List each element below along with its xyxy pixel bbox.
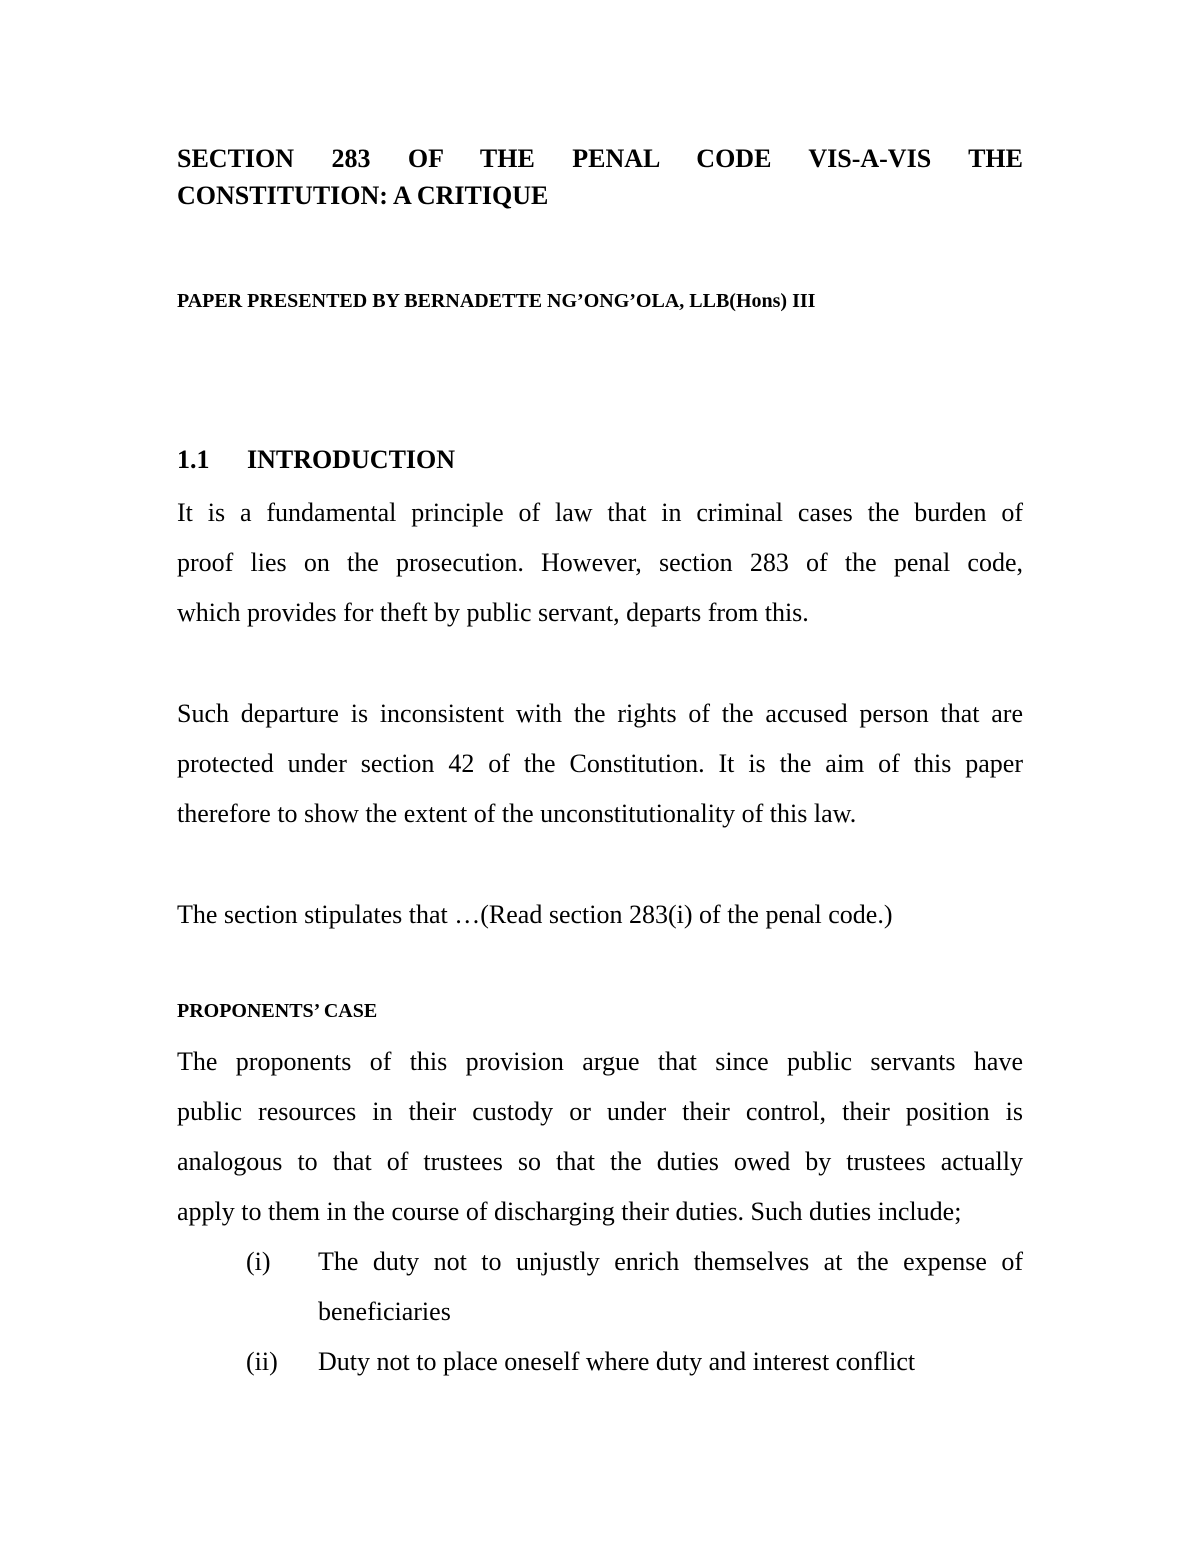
list-marker: (i) [246, 1247, 271, 1276]
paragraph-line: It is a fundamental principle of law that in criminal cases the burden of [177, 498, 1023, 527]
paragraph-line: proof lies on the prosecution. However, section 283 of the penal code, [177, 548, 1023, 577]
list-item-text [318, 1237, 1023, 1337]
title-line-1: SECTION 283 OF THE PENAL CODE VIS-A-VIS THE [177, 144, 1023, 173]
paragraph-intro-3 [177, 890, 1023, 940]
list-item-line: The duty not to unjustly enrich themselves at the expense of [318, 1247, 1023, 1276]
section-number: 1.1 [177, 445, 210, 474]
author-byline: PAPER PRESENTED BY BERNADETTE NG’ONG’OLA, LLB(Hons) III [177, 290, 816, 312]
paragraph-intro-2 [177, 689, 1023, 839]
paragraph-proponents [177, 1037, 1023, 1237]
section-title: INTRODUCTION [247, 445, 456, 474]
list-item [177, 1237, 1023, 1337]
paragraph-line: apply to them in the course of discharging their duties. Such duties include; [177, 1197, 962, 1226]
duties-list [177, 1237, 1023, 1387]
proponents-case-heading: PROPONENTS’ CASE [177, 1000, 378, 1022]
list-item-text [318, 1337, 1023, 1387]
document-title [177, 140, 1023, 214]
paragraph-line: therefore to show the extent of the unconstitutionality of this law. [177, 799, 857, 828]
list-marker: (ii) [246, 1347, 278, 1376]
list-item-line: Duty not to place oneself where duty and interest conflict [318, 1347, 916, 1376]
paragraph-line: The proponents of this provision argue that since public servants have [177, 1047, 1023, 1076]
paragraph-line: public resources in their custody or under their control, their position is [177, 1097, 1023, 1126]
paragraph-intro-1 [177, 488, 1023, 638]
paragraph-line: The section stipulates that …(Read section 283(i) of the penal code.) [177, 900, 893, 929]
list-item-line: beneficiaries [318, 1297, 451, 1326]
paragraph-line: protected under section 42 of the Constitution. It is the aim of this paper [177, 749, 1023, 778]
list-item [177, 1337, 1023, 1387]
paragraph-line: Such departure is inconsistent with the rights of the accused person that are [177, 699, 1023, 728]
paragraph-line: analogous to that of trustees so that the duties owed by trustees actually [177, 1147, 1023, 1176]
title-line-2: CONSTITUTION: A CRITIQUE [177, 181, 549, 210]
paragraph-line: which provides for theft by public servant, departs from this. [177, 598, 809, 627]
section-heading [177, 440, 455, 480]
